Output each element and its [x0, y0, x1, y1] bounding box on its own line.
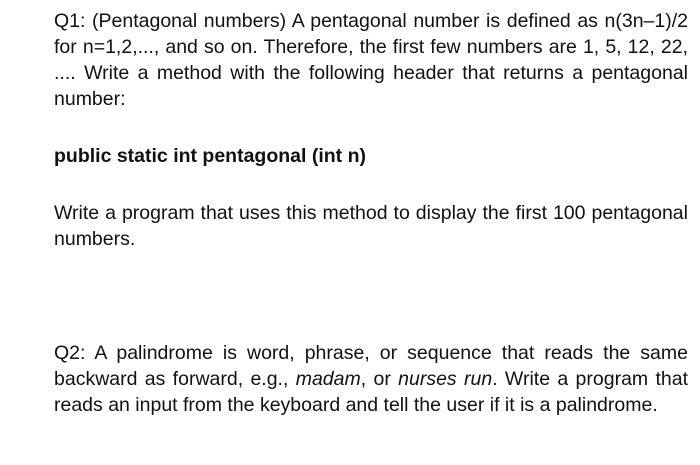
q1-intro-paragraph: Q1: (Pentagonal numbers) A pentagonal number is defined as n(3n–1)/2 for n=1,2,..., and so on. Therefore, the first few numbers are 1, 5, 12, 22, .... Write a method with the following header that returns a pentagonal number: [54, 10, 688, 110]
q2-example-nurses-run: nurses run [398, 368, 493, 390]
q2-paragraph [54, 340, 688, 418]
q2-text-between-examples: , or [360, 368, 399, 390]
q2-text-before-examples: Q2: A palindrome is word, phrase, or sequence that reads the same backward as forward, e.g., [54, 342, 688, 390]
q1-task-paragraph: Write a program that uses this method to display the first 100 pentagonal numbers. [54, 202, 688, 250]
q1-method-header: public static int pentagonal (int n) [54, 145, 366, 167]
document-body [54, 8, 688, 418]
q2-example-madam: madam [295, 368, 361, 390]
q2-text-after-examples: . Write a program that reads an input from the keyboard and tell the user if it is a palindrome. [54, 368, 689, 416]
